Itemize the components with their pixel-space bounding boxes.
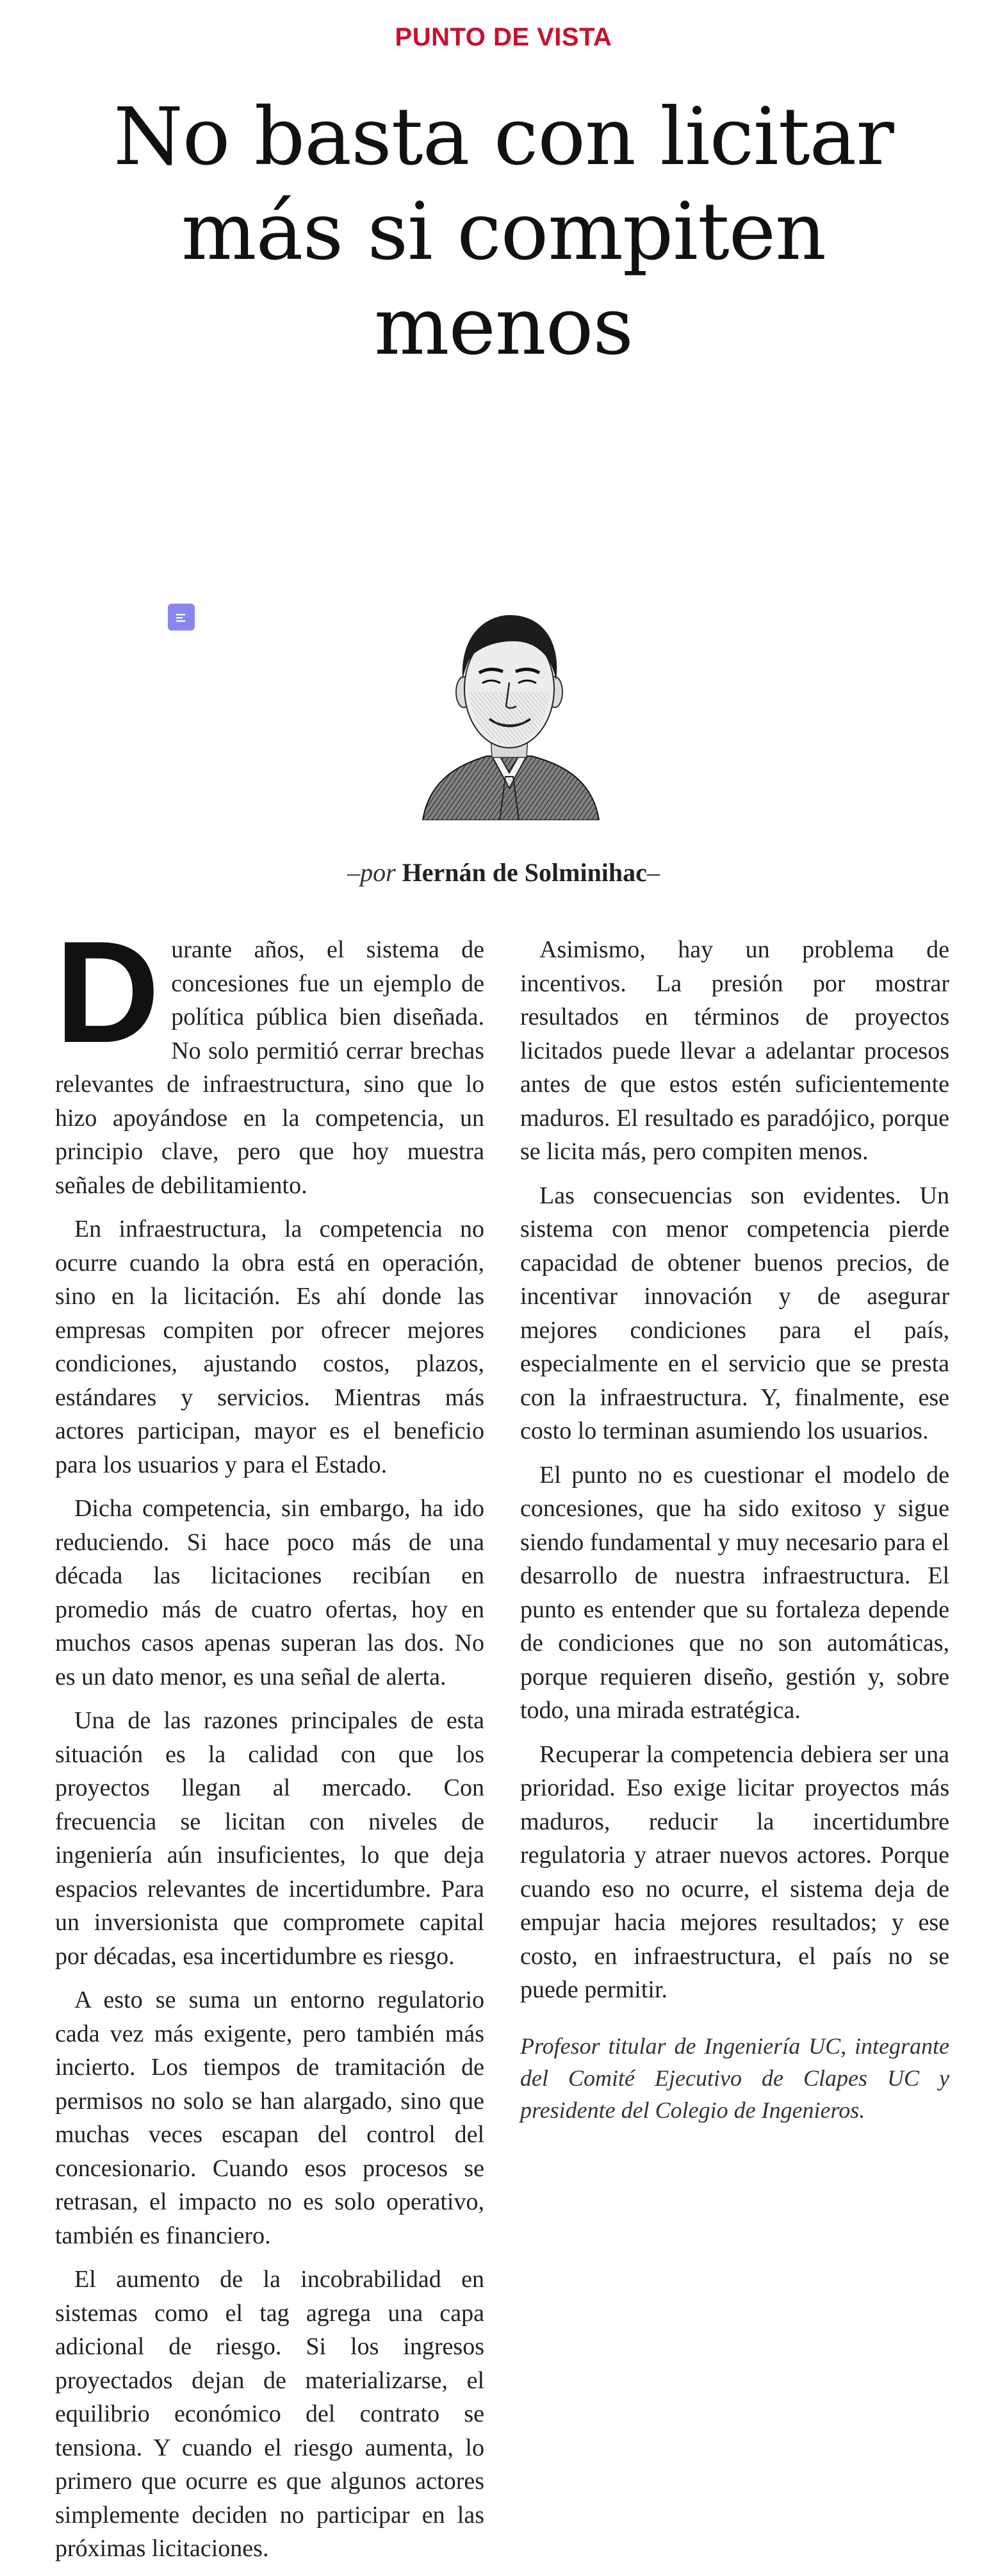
headline-line: menos xyxy=(373,281,634,373)
author-portrait xyxy=(410,596,609,820)
byline xyxy=(0,857,1007,888)
article-column-right xyxy=(520,933,949,2126)
article-paragraph: Recuperar la competencia debiera ser una prioridad. Eso exige licitar proyectos más maduros, reducir la incertidumbre regulatoria y atraer nuevos actores. Porque cuando eso no ocurre, el sistema deja de empujar hacia mejores resultados; y ese costo, en infraestructura, el país no se puede permitir. xyxy=(520,1740,949,2003)
drop-cap: D xyxy=(55,911,160,1073)
headline-line: No basta con licitar xyxy=(113,91,894,183)
author-name: Hernán de Solminihac xyxy=(402,858,647,887)
byline-suffix: – xyxy=(646,858,660,887)
headline-line: más si compiten xyxy=(181,186,826,278)
headline xyxy=(77,90,930,374)
paragraph-text: urante años, el sistema de concesiones fue un ejemplo de política pública bien diseñada. No solo permitió cerrar brechas relevantes de infraestructura, sino que lo hizo apoyándose en la competencia, un principio clave, pero que hoy muestra señales de debilitamiento. xyxy=(55,936,484,1199)
article-paragraph: Las consecuencias son evidentes. Un sistema con menor competencia pierde capacidad de obtener buenos precios, de incentivar innovación y de asegurar mejores condiciones para el país, especialmente en el servicio que se presta con la infraestructura. Y, finalmente, ese costo lo terminan asumiendo los usuarios. xyxy=(520,1182,949,1444)
article-column-left xyxy=(55,911,484,2576)
article-paragraph: Una de las razones principales de esta situación es la calidad con que los proyectos llegan al mercado. Con frecuencia se licitan con niveles de ingeniería aún insuficientes, lo que deja espacios relevantes de incertidumbre. Para un inversionista que compromete capital por décadas, esa incertidumbre es riesgo. xyxy=(55,1707,484,1970)
article-paragraph xyxy=(55,911,484,1202)
article-paragraph: A esto se suma un entorno regulatorio cada vez más exigente, pero también más incierto. Los tiempos de tramitación de permisos no solo se han alargado, sino que muchas veces escapan del control del concesionario. Cuando esos procesos se retrasan, el impacto no es solo operativo, también es financiero. xyxy=(55,1986,484,2249)
article-paragraph: El punto no es cuestionar el modelo de concesiones, que ha sido exitoso y sigue siendo fundamental y muy necesario para el desarrollo de nuestra infraestructura. El punto es entender que su fortaleza depende de condiciones que no son automáticas, porque requieren diseño, gestión y, sobre todo, una mirada estratégica. xyxy=(520,1461,949,1724)
byline-prefix: –por xyxy=(347,858,396,887)
article-paragraph: Asimismo, hay un problema de incentivos. La presión por mostrar resultados en términos de proyectos licitados puede llevar a adelantar procesos antes de que estos estén suficientemente maduros. El resultado es paradójico, porque se licita más, pero compiten menos. xyxy=(520,936,949,1165)
article-paragraph: Dicha competencia, sin embargo, ha ido reduciendo. Si hace poco más de una década las licitaciones recibían en promedio más de cuatro ofertas, hoy en muchos casos apenas superan las dos. No es un dato menor, es una señal de alerta. xyxy=(55,1495,484,1690)
article-paragraph: El aumento de la incobrabilidad en sistemas como el tag agrega una capa adicional de riesgo. Si los ingresos proyectados dejan de materializarse, el equilibrio económico del contrato se tensiona. Y cuando el riesgo aumenta, lo primero que ocurre es que algunos actores simplemente deciden no participar en las próximas licitaciones. xyxy=(55,2266,484,2562)
article-paragraph: En infraestructura, la competencia no ocurre cuando la obra está en operación, sino en la licitación. Es ahí donde las empresas compiten por ofrecer mejores condiciones, ajustando costos, plazos, estándares y servicios. Mientras más actores participan, mayor es el beneficio para los usuarios y para el Estado. xyxy=(55,1216,484,1478)
section-label: PUNTO DE VISTA xyxy=(395,23,612,51)
author-note: Profesor titular de Ingeniería UC, integrante del Comité Ejecutivo de Clapes UC y presidente del Colegio de Ingenieros. xyxy=(520,2033,949,2123)
document-icon[interactable] xyxy=(168,604,195,631)
